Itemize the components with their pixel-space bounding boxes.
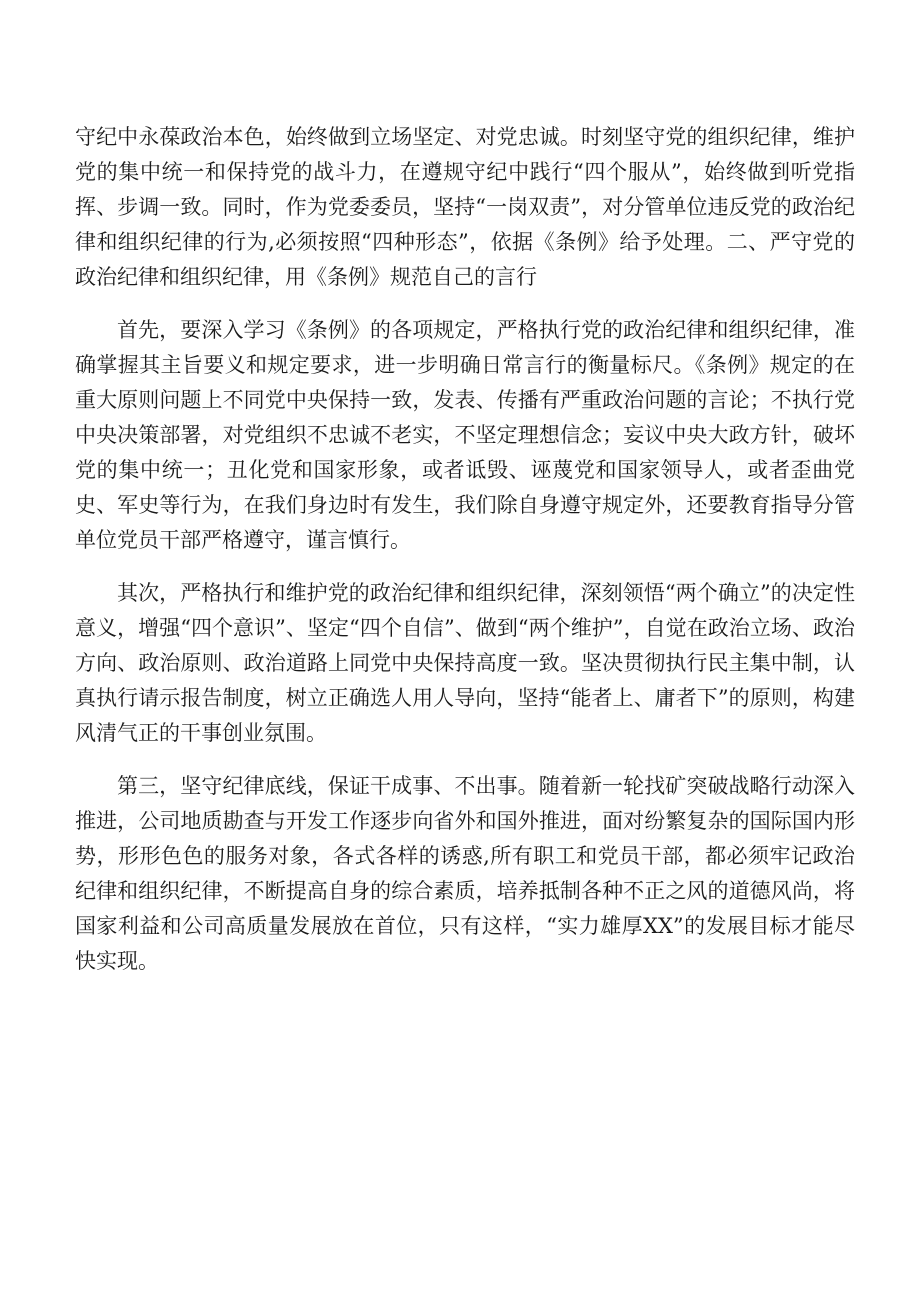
paragraph-second: 其次，严格执行和维护党的政治纪律和组织纪律，深刻领悟“两个确立”的决定性意义，增强“四个意识”、坚定“四个自信”、做到“两个维护”，自觉在政治立场、政治方向、政治原则、政治道路上同党中央保持高度一致。坚决贯彻执行民主集中制，认真执行请示报告制度，树立正确选人用人导向，坚持“能者上、庸者下”的原则，构建风清气正的干事创业氛围。 xyxy=(75,581,855,745)
paragraph-continuation: 守纪中永葆政治本色，始终做到立场坚定、对党忠诚。时刻坚守党的组织纪律，维护党的集中统一和保持党的战斗力，在遵规守纪中践行“四个服从”，始终做到听党指挥、步调一致。同时，作为党委委员，坚持“一岗双责”，对分管单位违反党的政治纪律和组织纪律的行为,必须按照“四种形态”，依据《条例》给予处理。二、严守党的政治纪律和组织纪律，用《条例》规范自己的言行 xyxy=(75,125,855,289)
paragraph-first: 首先，要深入学习《条例》的各项规定，严格执行党的政治纪律和组织纪律，准确掌握其主旨要义和规定要求，进一步明确日常言行的衡量标尺。《条例》规定的在重大原则问题上不同党中央保持一致，发表、传播有严重政治问题的言论；不执行党中央决策部署，对党组织不忠诚不老实，不坚定理想信念；妄议中央大政方针，破坏党的集中统一；丑化党和国家形象，或者诋毁、诬蔑党和国家领导人，或者歪曲党史、军史等行为，在我们身边时有发生，我们除自身遵守规定外，还要教育指导分管单位党员干部严格遵守，谨言慎行。 xyxy=(75,318,855,552)
document-body xyxy=(75,120,855,979)
paragraph-third: 第三，坚守纪律底线，保证干成事、不出事。随着新一轮找矿突破战略行动深入推进，公司地质勘查与开发工作逐步向省外和国外推进，面对纷繁复杂的国际国内形势，形形色色的服务对象，各式各样的诱惑,所有职工和党员干部，都必须牢记政治纪律和组织纪律，不断提高自身的综合素质，培养抵制各种不正之风的道德风尚，将国家利益和公司高质量发展放在首位，只有这样，“实力雄厚XX”的发展目标才能尽快实现。 xyxy=(75,774,855,973)
